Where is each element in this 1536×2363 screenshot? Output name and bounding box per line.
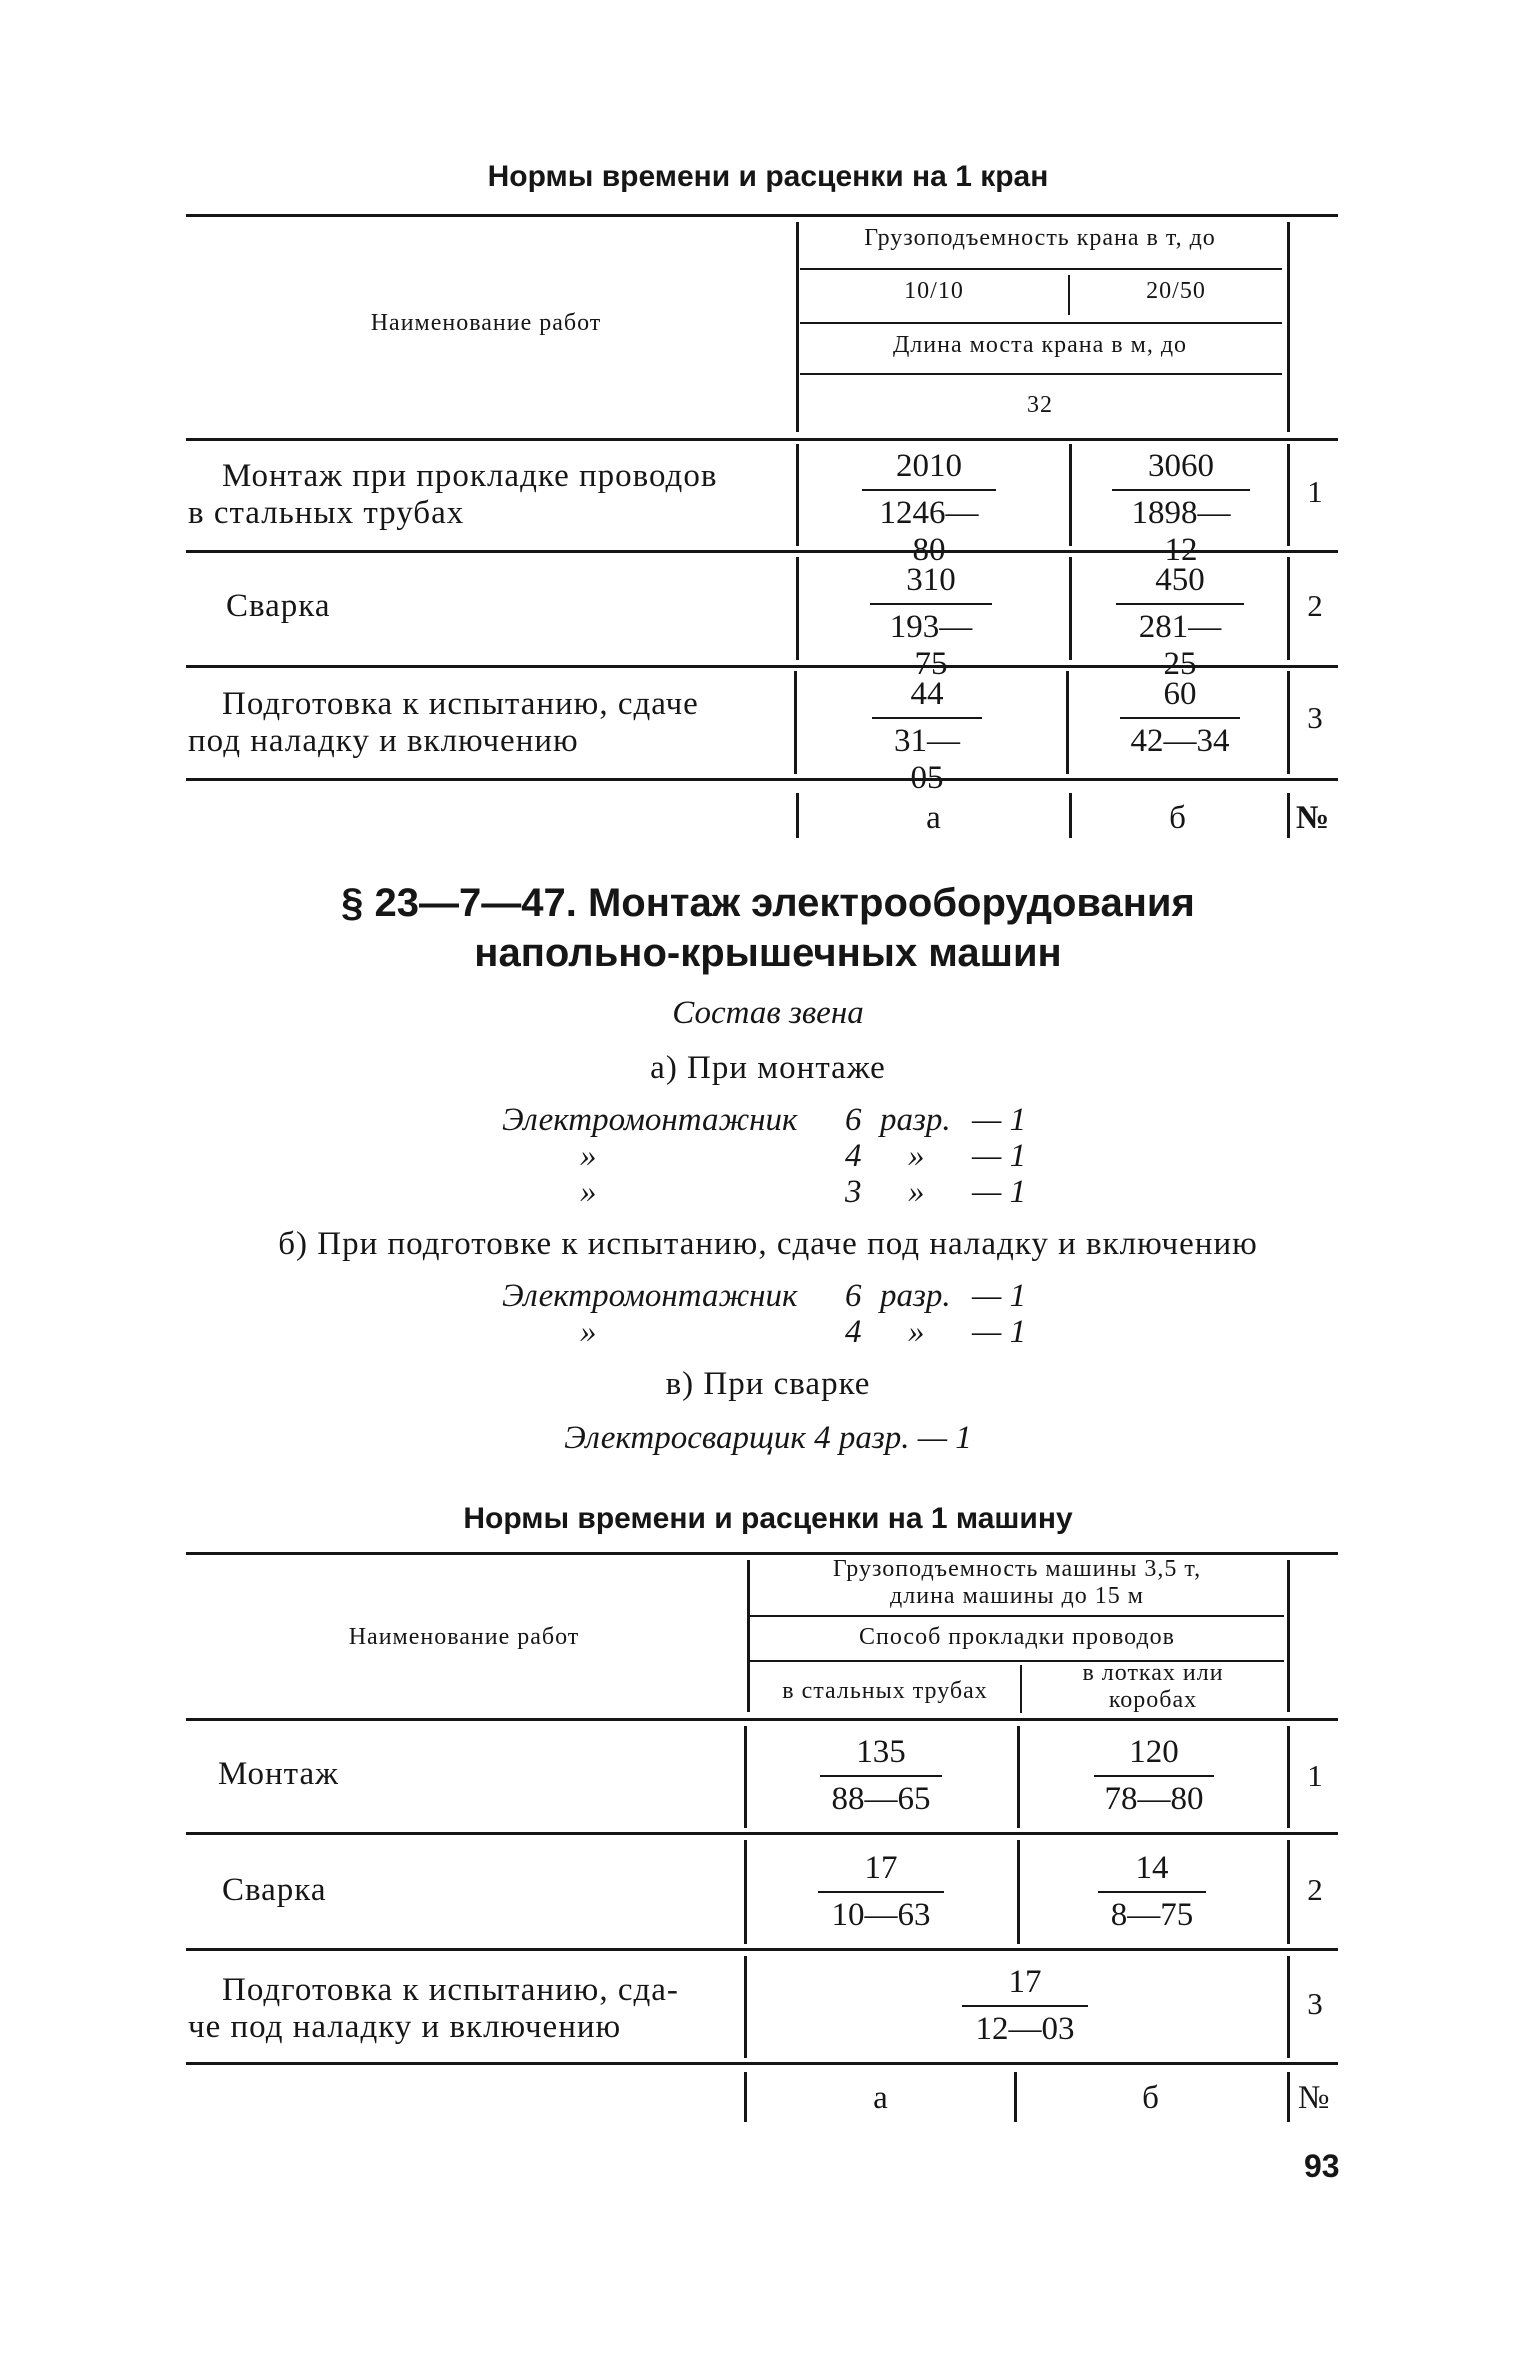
table2-row2-name: Сварка [222,1872,327,1908]
table1-row3-name: Подготовка к испытанию, сдаче под наладку и включению [188,686,699,759]
table2-footer-a: а [873,2080,889,2116]
table2-row1-number: 1 [1307,1758,1323,1793]
table2-method-header: Способ прокладки проводов [858,1624,1176,1650]
table1-row2-a: $\frac{310}{193—75}$ [870,562,992,683]
table1-row2-b: $\frac{450}{281—25}$ [1116,562,1244,683]
crew-a-heading: а) При монтаже [650,1050,886,1086]
table2-row1-name: Монтаж [218,1756,339,1792]
table2-row3-norm: $\frac{17}{12—03}$ [962,1964,1088,2048]
table1-capacity-header: Грузоподъемность крана в т, до [864,225,1216,251]
table1-row3-b: $\frac{60}{42—34}$ [1120,676,1240,760]
table1-row1-name: Монтаж при прокладке проводов в стальных трубах [188,458,718,531]
table1-row3-number: 3 [1307,700,1323,735]
table2-row3-number: 3 [1307,1986,1323,2021]
crew-b-heading: б) При подготовке к испытанию, сдаче под наладку и включению [278,1226,1258,1262]
table1-row2-number: 2 [1307,588,1323,623]
table1-row2-name: Сварка [226,588,331,624]
page-number: 93 [1304,2148,1340,2184]
table1-row1-b: $\frac{3060}{1898—12}$ [1112,448,1250,569]
crew-c-list: Электросварщик 4 разр. — 1 [564,1420,972,1456]
table2-caption: Нормы времени и расценки на 1 машину [463,1502,1073,1535]
table2-method-a: в стальных трубах [782,1678,988,1704]
table1-capacity-a: 10/10 [904,278,964,304]
table2-name-header: Наименование работ [348,1624,580,1650]
crew-c-heading: в) При сварке [665,1366,871,1402]
table2-row2-b: $\frac{14}{8—75}$ [1098,1850,1206,1934]
section-title: § 23—7—47. Монтаж электрооборудования напольно-крышечных машин [341,881,1195,975]
table1-footer-b: б [1169,800,1187,836]
table2-capacity-header: Грузоподъемность машины 3,5 т, длина машины до 15 м [832,1556,1202,1609]
table2-footer-no: № [1298,2080,1331,2116]
table2-row2-number: 2 [1307,1872,1323,1907]
table1-caption: Нормы времени и расценки на 1 кран [487,160,1049,193]
table1-footer-no: № [1296,800,1331,836]
table2-row3-name: Подготовка к испытанию, сда- че под наладку и включению [188,1972,679,2045]
table2-row2-a: $\frac{17}{10—63}$ [818,1850,944,1934]
table2-row1-b: $\frac{120}{78—80}$ [1094,1734,1214,1818]
table1-row3-a: $\frac{44}{31—05}$ [872,676,982,797]
table2-footer-b: б [1142,2080,1160,2116]
table1-bridge-header: Длина моста крана в м, до [892,332,1188,358]
table1-footer-a: а [926,800,942,836]
table2-row1-a: $\frac{135}{88—65}$ [820,1734,942,1818]
table1-row1-number: 1 [1307,474,1323,509]
crew-heading: Состав звена [672,995,864,1031]
table1-bridge-value: 32 [1027,392,1053,418]
table1-row1-a: $\frac{2010}{1246—80}$ [862,448,996,569]
table1-name-header: Наименование работ [370,310,602,336]
table1-capacity-b: 20/50 [1146,278,1206,304]
table2-method-b: в лотках или коробах [1082,1660,1224,1713]
